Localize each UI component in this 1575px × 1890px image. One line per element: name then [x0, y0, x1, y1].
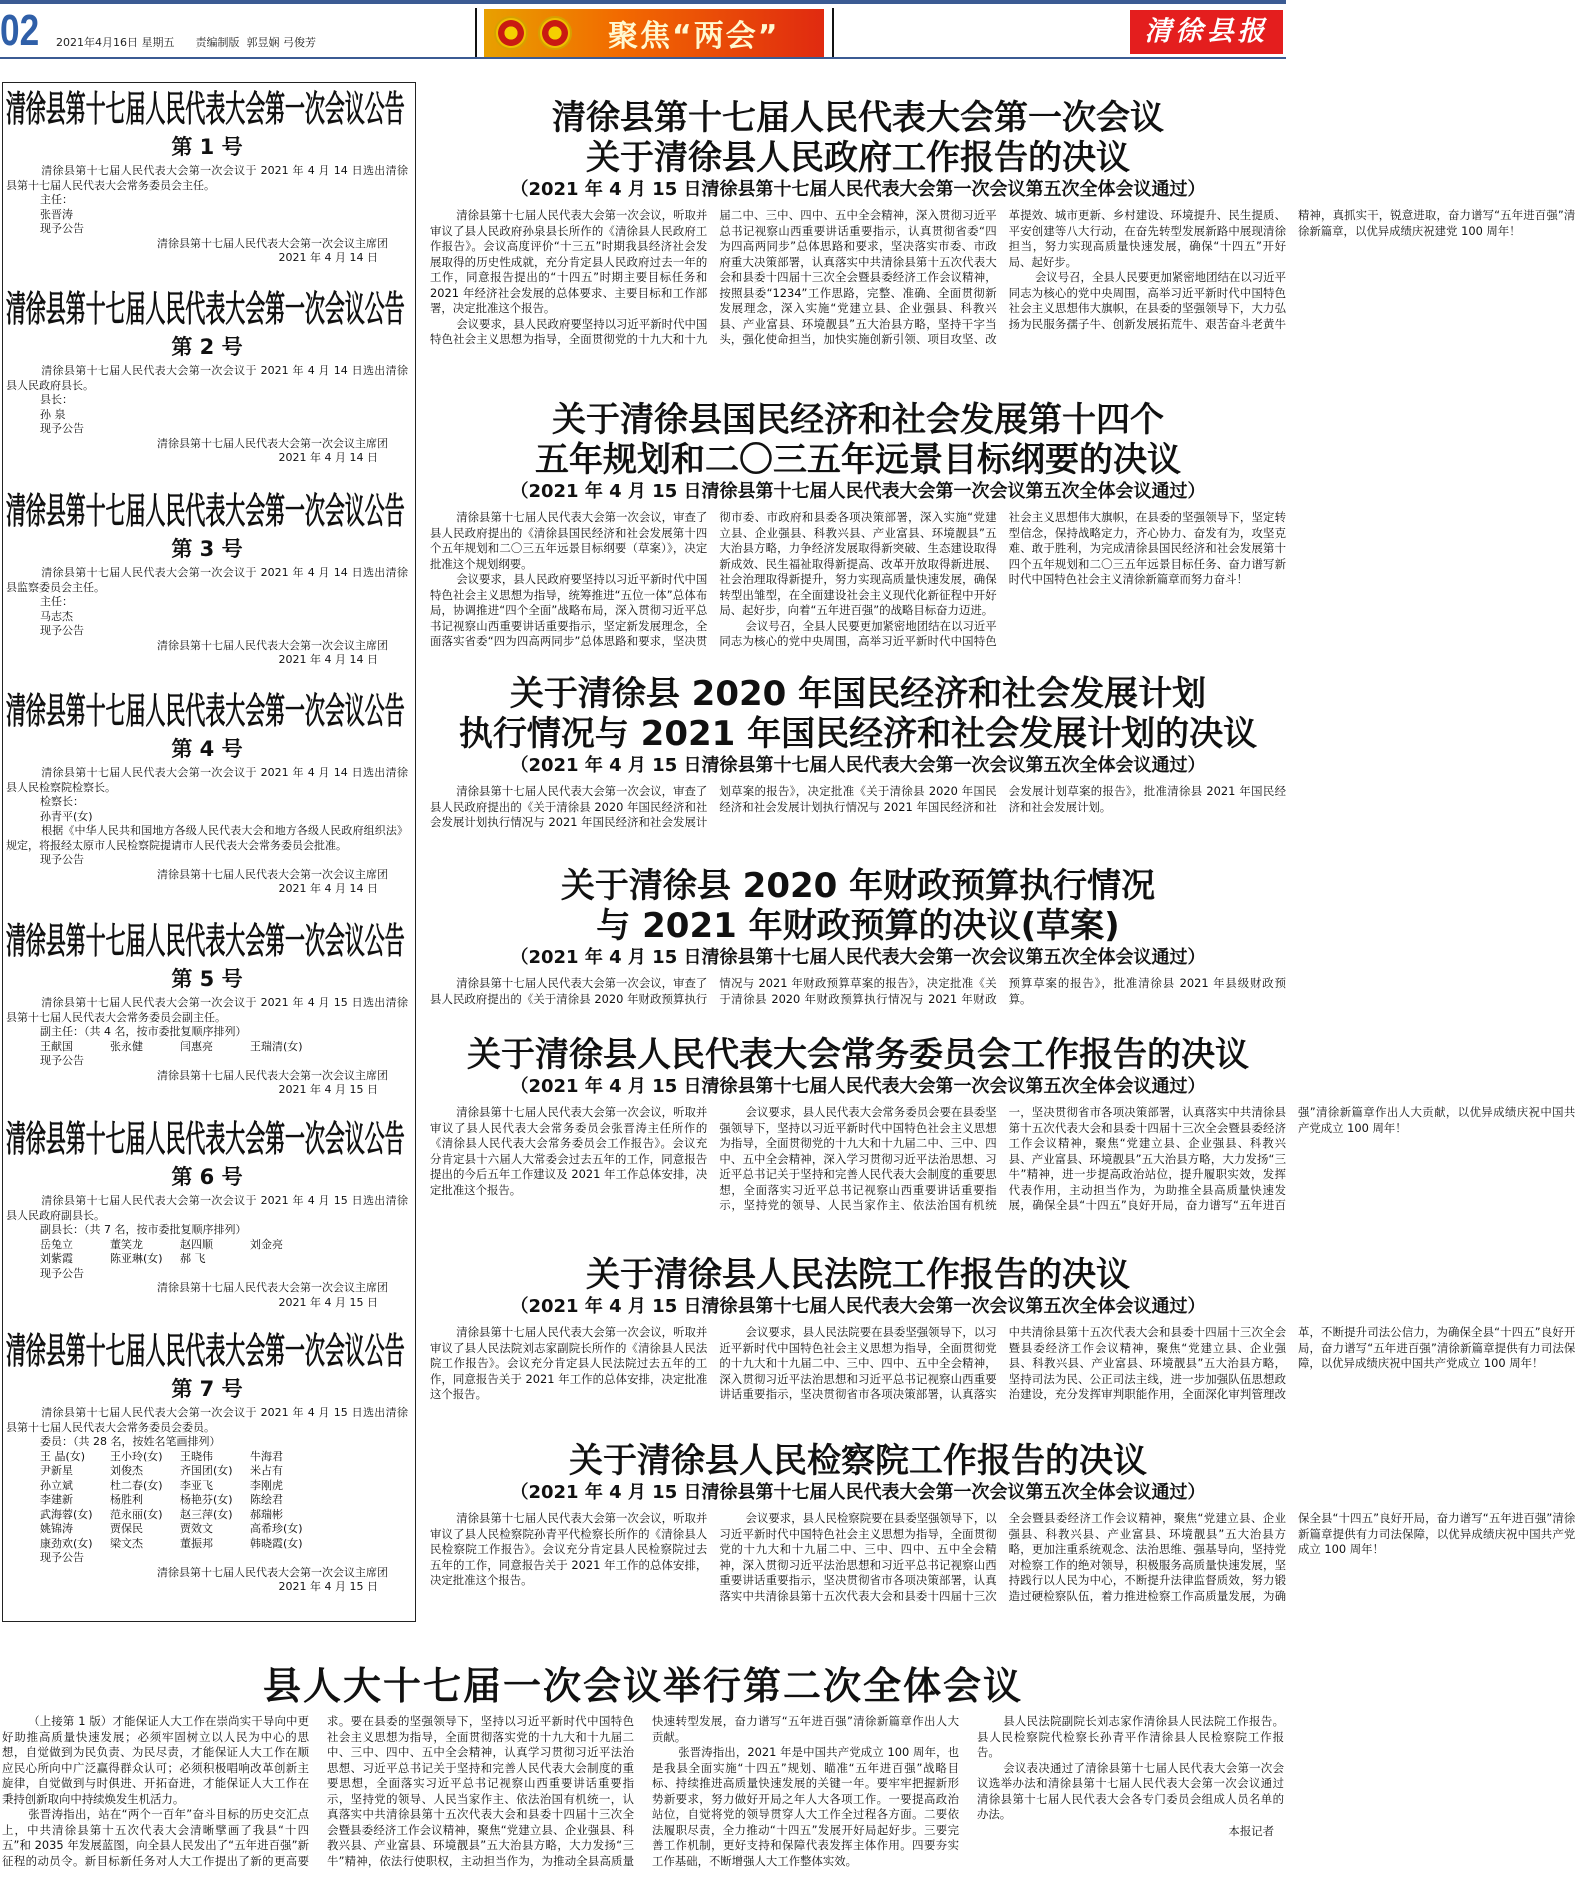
article	[430, 400, 1286, 650]
person-name: 马志杰	[40, 609, 73, 623]
dateline: 2021年4月16日 星期五 责编制版 郭昱娴 弓俊芳	[56, 36, 316, 49]
person-name: 杜二春(女)	[110, 1478, 163, 1492]
header-bottom-rule	[0, 57, 1286, 59]
name-row	[6, 1040, 408, 1055]
notice-role: 主任：	[40, 193, 73, 206]
paragraph: 会议号召，全县人民要更加紧密地团结在以习近平同志为核心的党中央周围，高举习近平新时代中国特色社会主义思想伟大旗帜，在县委的坚强领导下，大力弘扬为民服务孺子牛、创新发展拓荒牛、艰苦奋斗老黄牛精神，真抓实干，锐意进取，奋力谱写“五年进百强”清徐新篇章，以优异成绩庆祝建党 100 周年！	[1008, 208, 1575, 331]
person-name: 孙立斌	[40, 1478, 73, 1492]
article-subtitle: （2021 年 4 月 15 日清徐县第十七届人民代表大会第一次会议第五次全体会议通过）	[510, 179, 1206, 200]
article-headline: 关于清徐县国民经济和社会发展第十四个	[552, 400, 1164, 440]
notice	[6, 90, 408, 266]
person-name: 范永丽(女)	[110, 1507, 163, 1521]
byline: 本报记者	[1228, 1823, 1274, 1838]
notice-body: 清徐县第十七届人民代表大会第一次会议于 2021 年 4 月 14 日选出清徐县监察委员会主任。	[6, 566, 408, 594]
article-headline: 关于清徐县人民代表大会常务委员会工作报告的决议	[467, 1035, 1249, 1075]
notice-body: 清徐县第十七届人民代表大会第一次会议于 2021 年 4 月 14 日选出清徐县第十七届人民代表大会常务委员会主任。	[6, 164, 408, 192]
name-row	[6, 610, 408, 625]
person-name: 赵四顺	[180, 1237, 213, 1251]
paragraph: 会议要求，县人民法院要在县委坚强领导下，以习近平新时代中国特色社会主义思想为指导，全面贯彻党的十九大和十九届二中、三中、四中、五中全会精神，深入贯彻习近平法治思想和习近平总书记视察山西重要讲话重要指示，坚决贯彻省市各项决策部署，认真落实中共清徐县第十五次代表大会和县委十四届十三次全会暨县委经济工作会议精神，聚焦“党建立县、企业强县、科教兴县、产业富县、环境靓县”五大治县方略，坚持司法为民、公正司法主线，进一步加强队伍思想政治建设，充分发挥审判职能作用，全面深化审判管理改革，不断提升司法公信力，为确保全县“十四五”良好开局，奋力谱写“五年进百强”清徐新篇章提供有力司法保障，以优异成绩庆祝中国共产党成立 100 周年！	[719, 1325, 1575, 1401]
article-headline: 清徐县第十七届人民代表大会第一次会议	[552, 98, 1164, 138]
notice-body: 清徐县第十七届人民代表大会第一次会议于 2021 年 4 月 14 日选出清徐县人民政府县长。	[6, 364, 408, 392]
person-name: 李建新	[40, 1493, 73, 1506]
paragraph: 清徐县第十七届人民代表大会第一次会议，听取并审议了县人民法院刘志家副院长所作的《清徐县人民法院工作报告》。会议充分肯定县人民法院过去五年的工作，同意报告关于 2021 年工作的总体安排，决定批准这个报告。	[430, 1325, 708, 1401]
article-body	[430, 208, 1575, 348]
notice-title-wrap	[6, 492, 408, 536]
person-name: 刘金亮	[250, 1237, 283, 1251]
paragraph: 清徐县第十七届人民代表大会第一次会议，审查了县人民政府提出的《关于清徐县 2020 年国民经济和社会发展计划执行情况与 2021 年国民经济和社会发展计划草案的报告》，决定批准《关于清徐县 2020 年国民经济和社会发展计划执行情况与 2021 年国民经济和社会发展计划草案的报告》，批准清徐县 2021 年国民经济和社会发展计划。	[430, 784, 1286, 829]
notice-role: 副县长：（共 7 名，按市委批复顺序排列）	[40, 1223, 247, 1236]
person-name: 陈亚琳(女)	[110, 1252, 163, 1265]
paragraph: 张晋涛指出，2021 年是中国共产党成立 100 周年，也是我县全面实施“十四五”规划、瞄准“五年进百强”战略目标、持续推进高质量快速发展的关键一年。要牢牢把握新形势新要求，努力做好开局之年人大各项工作。一要提高政治站位，自觉将党的领导贯穿人大工作全过程各方面。二要依法履职尽责，全力推动“十四五”发展开好局起好步。三要完善工作机制，更好支持和保障代表发挥主体作用。四要夯实工作基础，不断增强人大工作整体实效。	[652, 1745, 959, 1868]
person-name: 赵三萍(女)	[180, 1507, 233, 1521]
article-body	[430, 510, 1286, 650]
notice-role: 检察长：	[40, 795, 84, 808]
notice-title: 清徐县第十七届人民代表大会第一次会议公告	[6, 1118, 405, 1161]
article-body	[430, 976, 1286, 1008]
notice	[6, 1332, 408, 1595]
person-name: 孙青平(女)	[40, 809, 93, 823]
notice	[6, 492, 408, 668]
notice-closing: 现予公告	[40, 1266, 84, 1280]
person-name: 郝瑞彬	[250, 1507, 283, 1521]
notice-title: 清徐县第十七届人民代表大会第一次会议公告	[6, 88, 405, 131]
person-name: 贾效文	[180, 1522, 213, 1535]
notice	[6, 692, 408, 897]
person-name: 齐国团(女)	[180, 1464, 233, 1477]
article-subtitle: （2021 年 4 月 15 日清徐县第十七届人民代表大会第一次会议第五次全体会议通过）	[510, 755, 1206, 776]
name-row	[6, 1450, 408, 1465]
name-row	[6, 1464, 408, 1479]
article	[430, 674, 1286, 832]
name-row	[6, 1493, 408, 1508]
paragraph: 会议要求，县人民代表大会常务委员会要在县委坚强领导下，坚持以习近平新时代中国特色社会主义思想为指导，全面贯彻党的十九大和十九届二中、三中、四中、五中全会精神，深入学习贯彻习近平法治思想、习近平总书记关于坚持和完善人民代表大会制度的重要思想，全面落实习近平总书记视察山西重要讲话重要指示，坚持党的领导、人民当家作主、依法治国有机统一，坚决贯彻省市各项决策部署，认真落实中共清徐县第十五次代表大会和县委十四届十三次全会暨县委经济工作会议精神，聚焦“党建立县、企业强县、科教兴县、产业富县、环境靓县”五大治县方略，大力发扬“三牛”精神，进一步提高政治站位，提升履职实效，发挥代表作用，主动担当作为，为助推全县高质量快速发展，确保全县“十四五”良好开局，奋力谱写“五年进百强”清徐新篇章作出人大贡献，以优异成绩庆祝中国共产党成立 100 周年！	[719, 1105, 1575, 1212]
article-body	[430, 784, 1286, 832]
person-name: 王小玲(女)	[110, 1449, 163, 1463]
article-body	[430, 1511, 1575, 1619]
notice	[6, 922, 408, 1098]
paragraph: 清徐县第十七届人民代表大会第一次会议，审查了县人民政府提出的《关于清徐县 2020 年财政预算执行情况与 2021 年财政预算草案的报告》，决定批准《关于清徐县 2020 年财政预算执行情况与 2021 年财政预算草案的报告》，批准清徐县 2021 年县级财政预算。	[430, 976, 1286, 1006]
name-row	[6, 1479, 408, 1494]
notice-role: 委员：（共 28 名，按姓名笔画排列）	[40, 1435, 221, 1448]
person-name: 康劲欢(女)	[40, 1536, 93, 1550]
person-name: 梁文杰	[110, 1536, 143, 1550]
bottom-article-body	[2, 1714, 1284, 1872]
article	[430, 866, 1286, 1008]
person-name: 尹新星	[40, 1464, 73, 1477]
section-banner	[484, 9, 824, 57]
person-name: 杨胜利	[110, 1493, 143, 1506]
person-name: 张永健	[110, 1039, 143, 1053]
article-headline: 执行情况与 2021 年国民经济和社会发展计划的决议	[458, 714, 1258, 754]
banner-title: 聚焦“两会”	[608, 19, 780, 54]
person-name: 王献国	[40, 1039, 73, 1053]
notice-date: 2021 年 4 月 14 日	[278, 451, 378, 464]
person-name: 王瑞清(女)	[250, 1039, 303, 1053]
notice-title-wrap	[6, 922, 408, 966]
notice-title-wrap	[6, 290, 408, 334]
notice-body: 清徐县第十七届人民代表大会第一次会议于 2021 年 4 月 15 日选出清徐县人民政府副县长。	[6, 1194, 408, 1222]
notice-closing: 现予公告	[40, 853, 84, 866]
article-headline: 关于清徐县 2020 年财政预算执行情况	[560, 866, 1156, 906]
header-top-rule	[0, 0, 1286, 4]
article-headline: 关于清徐县 2020 年国民经济和社会发展计划	[509, 674, 1207, 714]
person-name: 韩晓霞(女)	[250, 1536, 303, 1550]
notice-signer: 清徐县第十七届人民代表大会第一次会议主席团	[157, 638, 388, 652]
paragraph: 县人民法院副院长刘志家作清徐县人民法院工作报告。县人民检察院代检察长孙青平作清徐县人民检察院工作报告。	[977, 1714, 1284, 1759]
paragraph: 清徐县第十七届人民代表大会第一次会议，听取并审议了县人民代表大会常务委员会张晋涛主任所作的《清徐县人民代表大会常务委员会工作报告》。会议充分肯定县十六届人大常委会过去五年的工作，同意报告提出的今后五年工作建议及 2021 年工作总体安排，决定批准这个报告。	[430, 1105, 708, 1197]
paragraph: 清徐县第十七届人民代表大会第一次会议，听取并审议了县人民检察院孙青平代检察长所作的《清徐县人民检察院工作报告》。会议充分肯定县人民检察院过去五年的工作，同意报告关于 2021 年工作的总体安排，决定批准这个报告。	[430, 1511, 708, 1587]
notice-number: 第 7 号	[171, 1377, 243, 1401]
article-headline: 五年规划和二〇三五年远景目标纲要的决议	[535, 440, 1181, 480]
person-name: 高希珍(女)	[250, 1522, 303, 1535]
notice-title: 清徐县第十七届人民代表大会第一次会议公告	[6, 490, 405, 533]
person-name: 刘紫霞	[40, 1252, 73, 1265]
notice-title: 清徐县第十七届人民代表大会第一次会议公告	[6, 288, 405, 331]
article-subtitle: （2021 年 4 月 15 日清徐县第十七届人民代表大会第一次会议第五次全体会议通过）	[510, 481, 1206, 502]
bottom-headline: 县人大十七届一次会议举行第二次全体会议	[262, 1664, 1023, 1708]
paragraph: 清徐县第十七届人民代表大会第一次会议，听取并审议了县人民政府孙泉县长所作的《清徐县人民政府工作报告》。会议高度评价“十三五”时期我县经济社会发展取得的历史性成就，充分肯定县人民政府过去一年的工作，同意报告提出的“十四五”时期主要目标任务和 2021 年经济社会发展的总体要求、主要目标和工作部署，决定批准这个报告。	[430, 208, 708, 315]
person-name: 董笑龙	[110, 1237, 143, 1251]
person-name: 米占有	[250, 1464, 283, 1477]
notice-body: 清徐县第十七届人民代表大会第一次会议于 2021 年 4 月 14 日选出清徐县人民检察院检察长。	[6, 766, 408, 794]
article-subtitle: （2021 年 4 月 15 日清徐县第十七届人民代表大会第一次会议第五次全体会议通过）	[510, 947, 1206, 968]
notice-title-wrap	[6, 692, 408, 736]
notice-number: 第 3 号	[171, 537, 243, 561]
notice-title-wrap	[6, 90, 408, 134]
paragraph: 会议要求，县人民检察院要在县委坚强领导下，以习近平新时代中国特色社会主义思想为指导，全面贯彻党的十九大和十九届二中、三中、四中、五中全会精神，深入贯彻习近平法治思想和习近平总书记视察山西重要讲话重要指示，坚决贯彻省市各项决策部署，认真落实中共清徐县第十五次代表大会和县委十四届十三次全会暨县委经济工作会议精神，聚焦“党建立县、企业强县、科教兴县、产业富县、环境靓县”五大治县方略，更加注重系统观念、法治思维、强基导向，坚持党对检察工作的绝对领导，积极服务高质量快速发展，坚持践行以人民为中心，不断提升法律监督质效，努力锻造过硬检察队伍，着力推进检察工作高质量发展，为确保全县“十四五”良好开局，奋力谱写“五年进百强”清徐新篇章提供有力司法保障，以优异成绩庆祝中国共产党成立 100 周年！	[719, 1511, 1575, 1603]
name-row	[6, 810, 408, 825]
person-name: 董振邦	[180, 1536, 213, 1550]
paragraph: 会议要求，县人民政府要坚持以习近平新时代中国特色社会主义思想为指导，全面贯彻党的十九大和十九届二中、三中、四中、五中全会精神，深入贯彻习近平总书记视察山西重要讲话重要指示，认真贯彻省委“四为四高两同步”总体思路和要求，坚决落实市委、市政府重大决策部署，认真落实中共清徐县第十五次代表大会和县委十四届十三次全会暨县委经济工作会议精神，按照县委“1234”工作思路，完整、准确、全面贯彻新发展理念，深入实施“党建立县、企业强县、科教兴县、产业富县、环境靓县”五大治县方略，坚持干字当头，强化使命担当，加快实施创新引领、项目攻坚、改革提效、城市更新、乡村建设、环境提升、民生提质、平安创建等八大行动，在奋先转型发展新路中展现清徐担当，努力实现高质量快速发展，确保“十四五”开好局、起好步。	[430, 208, 1286, 346]
notice-extra: 根据《中华人民共和国地方各级人民代表大会和地方各级人民政府组织法》规定，将报经太原市人民检察院提请市人民代表大会常务委员会批准。	[6, 824, 408, 852]
notice	[6, 290, 408, 466]
name-row	[6, 1252, 408, 1267]
person-name: 郝 飞	[180, 1252, 206, 1265]
name-row	[6, 208, 408, 223]
national-emblem-icon	[494, 16, 528, 50]
notice-signer: 清徐县第十七届人民代表大会第一次会议主席团	[157, 436, 388, 450]
article	[430, 98, 1575, 348]
notice-signer: 清徐县第十七届人民代表大会第一次会议主席团	[157, 236, 388, 250]
notice-title-wrap	[6, 1120, 408, 1164]
notice-number: 第 5 号	[171, 967, 243, 991]
paragraph: 张晋涛指出，站在“两个一百年”奋斗目标的历史交汇点上，中共清徐县第十五次代表大会清晰擘画了我县“十四五”和 2035 年发展蓝图，向全县人民发出了“五年进百强”新征程的动员令。新目标新任务对人大工作提出了新的更高要求。要在县委的坚强领导下，坚持以习近平新时代中国特色社会主义思想为指导，全面贯彻落实党的十九大和十九届二中、三中、四中、五中全会精神，认真学习贯彻习近平法治思想、习近平总书记关于坚持和完善人民代表大会制度的重要思想，全面落实习近平总书记视察山西重要讲话重要指示，坚持党的领导、人民当家作主、依法治国有机统一，认真落实中共清徐县第十五次代表大会和县委十四届十三次全会暨县委经济工作会议精神，聚焦“党建立县、企业强县、科教兴县、产业富县、环境靓县”五大治县方略，大力发扬“三牛”精神，依法行使职权，主动担当作为，为推动全县高质量快速转型发展，奋力谱写“五年进百强”清徐新篇章作出人大贡献。	[2, 1714, 959, 1868]
notice-title: 清徐县第十七届人民代表大会第一次会议公告	[6, 1330, 405, 1373]
notice-number: 第 6 号	[171, 1165, 243, 1189]
cppcc-emblem-icon	[538, 16, 572, 50]
person-name: 李亚飞	[180, 1478, 213, 1492]
name-row	[6, 408, 408, 423]
person-name: 王晓伟	[180, 1449, 213, 1463]
notice-date: 2021 年 4 月 14 日	[278, 882, 378, 895]
person-name: 贾保民	[110, 1522, 143, 1535]
person-name: 武海蓉(女)	[40, 1507, 93, 1521]
person-name: 姚锦涛	[40, 1522, 73, 1535]
article	[430, 1441, 1575, 1619]
article-headline: 关于清徐县人民检察院工作报告的决议	[569, 1441, 1147, 1481]
notice-role: 县长：	[40, 393, 73, 406]
article-headline: 关于清徐县人民政府工作报告的决议	[586, 138, 1130, 178]
notice-closing: 现予公告	[40, 1551, 84, 1564]
notice-date: 2021 年 4 月 15 日	[278, 1295, 378, 1309]
paragraph: （上接第 1 版）才能保证人大工作在崇尚实干导向中更好助推高质量快速发展；必须牢固树立以人民为中心的思想，自觉做到为民负责、为民尽责，才能保证人大工作在顺应民心所向中广泛赢得群众认可；必须积极唱响改革创新主旋律，自觉做到与时俱进、开拓奋进，才能保证人大工作在秉持创新取向中持续焕发生机活力。	[2, 1714, 309, 1806]
notice-signer: 清徐县第十七届人民代表大会第一次会议主席团	[157, 1068, 388, 1082]
notice	[6, 1120, 408, 1310]
person-name: 孙 泉	[40, 407, 66, 421]
paragraph: 会议要求，县人民政府要坚持以习近平新时代中国特色社会主义思想为指导，统筹推进“五位一体”总体布局，协调推进“四个全面”战略布局，深入贯彻习近平总书记视察山西重要讲话重要指示，坚定新发展理念，全面落实省委“四为四高两同步”总体思路和要求，坚决贯彻市委、市政府和县委各项决策部署，深入实施“党建立县、企业强县、科教兴县、产业富县、环境靓县”五大治县方略，力争经济发展取得新突破、生态建设取得新成效、民生福祉取得新提高、改革开放取得新进展、社会治理取得新提升，努力实现高质量快速发展，确保转型出雏型，在全面建设社会主义现代化新征程中开好局、起好步，向着“五年进百强”的战略目标奋力迈进。	[430, 510, 997, 648]
notice-number: 第 1 号	[171, 135, 243, 159]
notice-body: 清徐县第十七届人民代表大会第一次会议于 2021 年 4 月 15 日选出清徐县第十七届人民代表大会常务委员会委员。	[6, 1406, 408, 1434]
notice-role: 副主任：（共 4 名，按市委批复顺序排列）	[40, 1025, 247, 1038]
paragraph: 会议号召，全县人民要更加紧密地团结在以习近平同志为核心的党中央周围，高举习近平新时代中国特色社会主义思想伟大旗帜，在县委的坚强领导下，坚定转型信念，保持战略定力，齐心协力、奋发有为，攻坚克难、敢于胜利，为完成清徐县国民经济和社会发展第十四个五年规划和二〇三五年远景目标任务、奋力谱写新时代中国特色社会主义清徐新篇章而努力奋斗！	[719, 510, 1286, 648]
article-subtitle: （2021 年 4 月 15 日清徐县第十七届人民代表大会第一次会议第五次全体会议通过）	[510, 1296, 1206, 1317]
person-name: 岳兔立	[40, 1237, 73, 1251]
notice-closing: 现予公告	[40, 624, 84, 637]
notice-title-wrap	[6, 1332, 408, 1376]
paragraph: 清徐县第十七届人民代表大会第一次会议，审查了县人民政府提出的《清徐县国民经济和社会发展第十四个五年规划和二〇三五年远景目标纲要（草案）》，决定批准这个规划纲要。	[430, 510, 708, 571]
paragraph: 会议表决通过了清徐县第十七届人民代表大会第一次会议选举办法和清徐县第十七届人民代表大会第一次会议通过清徐县第十七届人民代表大会各专门委员会组成人员名单的办法。	[977, 1760, 1284, 1821]
article-body	[430, 1325, 1575, 1417]
name-row	[6, 1508, 408, 1523]
notice-date: 2021 年 4 月 14 日	[278, 653, 378, 666]
person-name: 牛海君	[250, 1449, 283, 1463]
newspaper-logo: 清徐县报	[1130, 10, 1283, 54]
article-headline: 与 2021 年财政预算的决议(草案)	[596, 906, 1120, 946]
name-row	[6, 1537, 408, 1552]
notice-number: 第 4 号	[171, 737, 243, 761]
person-name: 杨艳芬(女)	[180, 1493, 233, 1506]
article-subtitle: （2021 年 4 月 15 日清徐县第十七届人民代表大会第一次会议第五次全体会议通过）	[510, 1482, 1206, 1503]
article-subtitle: （2021 年 4 月 15 日清徐县第十七届人民代表大会第一次会议第五次全体会议通过）	[510, 1076, 1206, 1097]
person-name: 李刚虎	[250, 1478, 283, 1492]
notice-date: 2021 年 4 月 15 日	[278, 1580, 378, 1593]
article-headline: 关于清徐县人民法院工作报告的决议	[586, 1255, 1130, 1295]
notice-date: 2021 年 4 月 15 日	[278, 1083, 378, 1096]
notice-body: 清徐县第十七届人民代表大会第一次会议于 2021 年 4 月 15 日选出清徐县第十七届人民代表大会常务委员会副主任。	[6, 996, 408, 1024]
divider	[475, 8, 477, 58]
notice-closing: 现予公告	[40, 422, 84, 435]
name-row	[6, 1522, 408, 1537]
article	[430, 1035, 1575, 1215]
notice-closing: 现予公告	[40, 1054, 84, 1067]
article-body	[430, 1105, 1575, 1215]
notice-closing: 现予公告	[40, 222, 84, 235]
page-number: 02	[0, 6, 40, 55]
person-name: 闫惠亮	[180, 1039, 213, 1053]
notice-number: 第 2 号	[171, 335, 243, 359]
person-name: 陈绘君	[250, 1493, 283, 1506]
notice-title: 清徐县第十七届人民代表大会第一次会议公告	[6, 690, 405, 733]
person-name: 张晋涛	[40, 207, 73, 221]
person-name: 刘俊杰	[110, 1464, 143, 1477]
notice-role: 主任：	[40, 595, 73, 608]
notice-date: 2021 年 4 月 14 日	[278, 251, 378, 264]
divider	[832, 8, 834, 58]
person-name: 王 晶(女)	[40, 1449, 86, 1463]
name-row	[6, 1238, 408, 1253]
article	[430, 1255, 1575, 1417]
notice-signer: 清徐县第十七届人民代表大会第一次会议主席团	[157, 1281, 388, 1294]
notice-title: 清徐县第十七届人民代表大会第一次会议公告	[6, 920, 405, 963]
notice-signer: 清徐县第十七届人民代表大会第一次会议主席团	[157, 867, 388, 881]
notice-signer: 清徐县第十七届人民代表大会第一次会议主席团	[157, 1565, 388, 1579]
